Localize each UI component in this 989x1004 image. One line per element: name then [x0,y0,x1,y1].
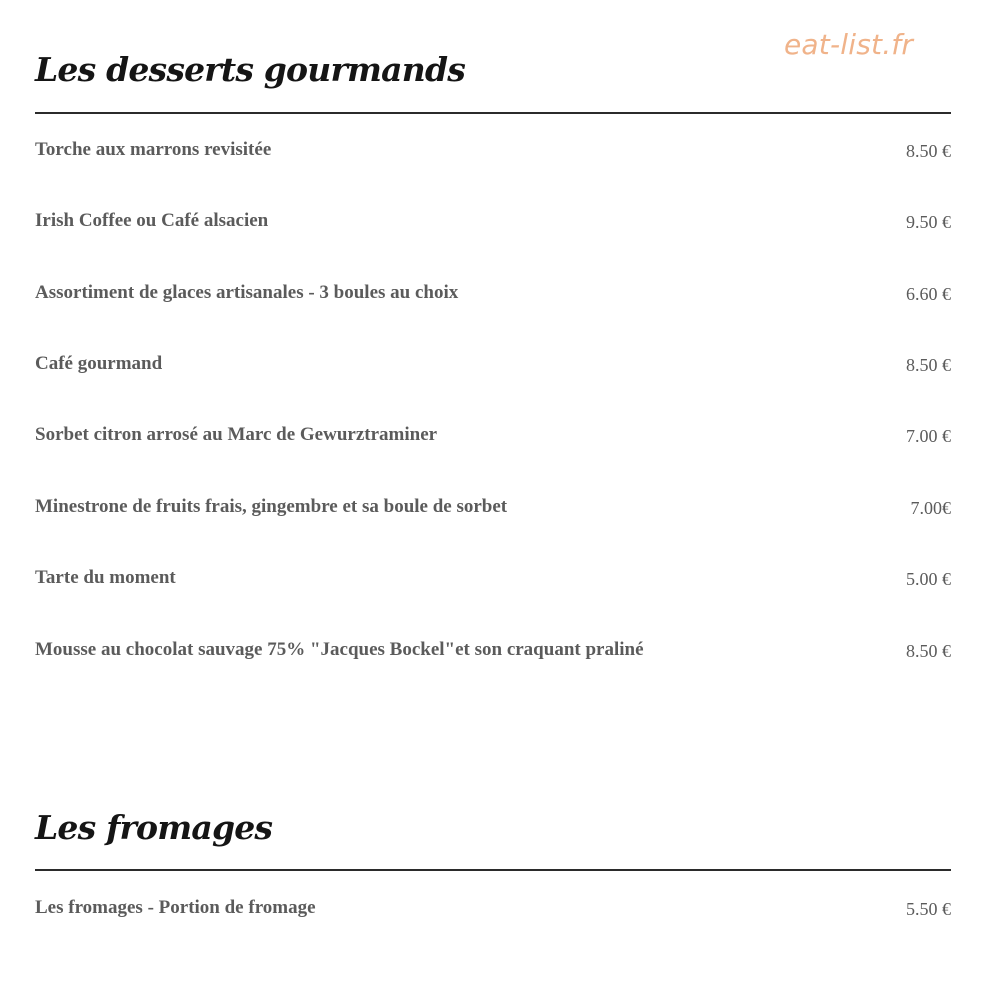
menu-item-price: 5.00 € [906,569,951,589]
menu-item [35,567,951,597]
menu-item [35,639,951,669]
menu-item-name: Tarte du moment [35,567,176,588]
menu-item-name: Mousse au chocolat sauvage 75% "Jacques Bockel"et son craquant praliné [35,639,644,660]
menu-item-price: 8.50 € [906,141,951,161]
menu-item-price: 6.60 € [906,284,951,304]
section-title: Les desserts gourmands [35,50,465,89]
menu-item-name: Café gourmand [35,353,163,374]
menu-item [35,897,951,927]
menu-item-name: Minestrone de fruits frais, gingembre et sa boule de sorbet [35,496,508,517]
menu-item [35,282,951,312]
section-title: Les fromages [35,808,273,847]
section-divider [35,112,951,114]
menu-item-price: 5.50 € [906,899,951,919]
menu-item-name: Irish Coffee ou Café alsacien [35,210,269,231]
menu-item-price: 8.50 € [906,355,951,375]
menu-item-price: 7.00 € [906,426,951,446]
watermark-logo: eat-list.fr [784,28,914,61]
menu-item [35,353,951,383]
menu-item-name: Sorbet citron arrosé au Marc de Gewurztraminer [35,424,438,445]
menu-item [35,139,951,169]
menu-item-price: 9.50 € [906,212,951,232]
menu-item [35,496,951,526]
menu-item [35,210,951,240]
menu-item-name: Les fromages - Portion de fromage [35,897,316,918]
menu-item [35,424,951,454]
menu-item-price: 8.50 € [906,641,951,661]
menu-item-name: Torche aux marrons revisitée [35,139,272,160]
menu-item-name: Assortiment de glaces artisanales - 3 boules au choix [35,282,459,303]
menu-item-price: 7.00€ [910,498,951,518]
section-divider [35,869,951,871]
